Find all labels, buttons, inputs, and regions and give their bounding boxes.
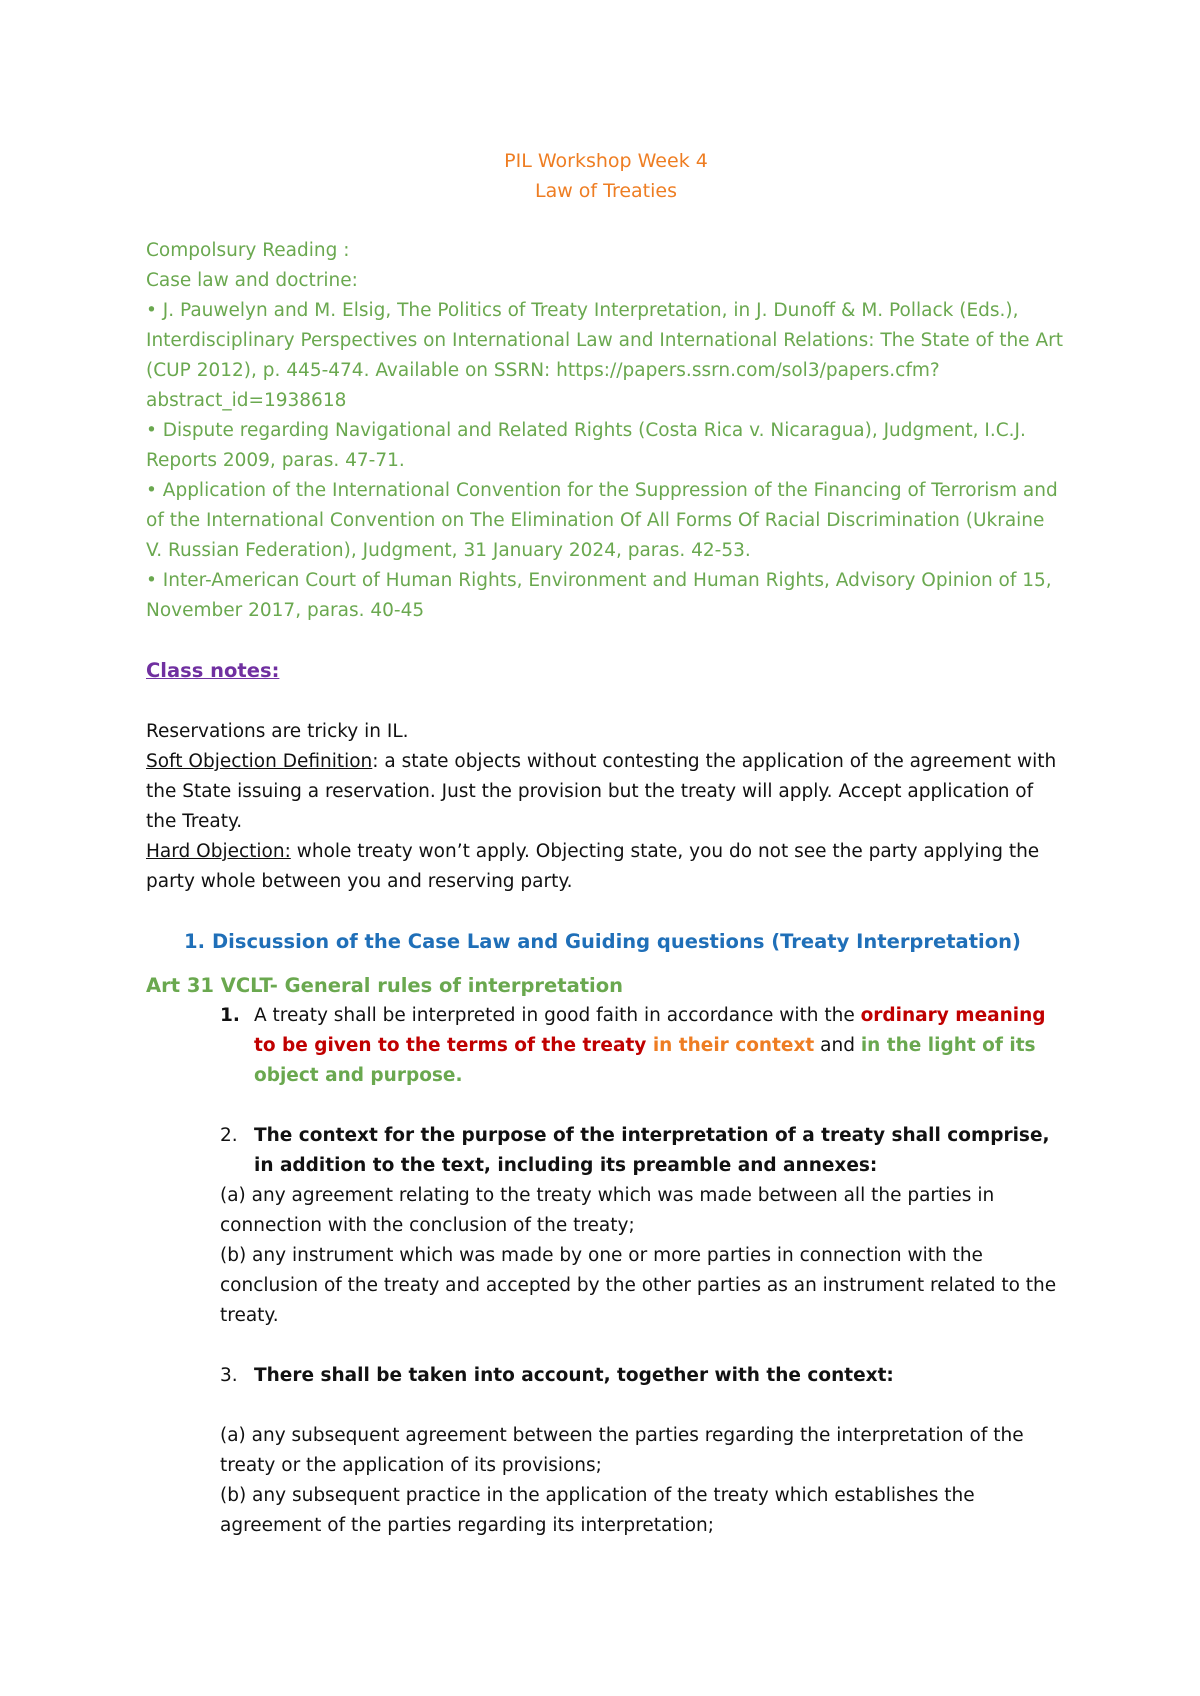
class-notes-heading-wrap [146,656,1066,687]
art31-item-2-a: (a) any agreement relating to the treaty which was made between all the parties in connection with the conclusion of the treaty; [220,1185,995,1236]
spacer [146,1391,1066,1421]
soft-objection-text: : a state objects without contesting the application of the agreement with the State issuing a reservation. Just the provision but the treaty will apply. Accept application of the Treaty. [146,751,1057,832]
reading-item: • Inter-American Court of Human Rights, Environment and Human Rights, Advisory Opinion of 15, November 2017, paras. 40-45 [146,570,1052,621]
soft-objection-paragraph [146,747,1066,837]
art31-item-3-a: (a) any subsequent agreement between the parties regarding the interpretation of the treaty or the application of its provisions; [220,1425,1024,1476]
class-notes-heading: Class notes: [146,659,280,682]
section-1-number: 1. [184,930,205,953]
section-1-title: Discussion of the Case Law and Guiding questions (Treaty Interpretation) [212,930,1021,953]
document-subtitle: Law of Treaties [534,180,678,202]
item-1-text-and: and [814,1035,861,1056]
notes-line: Reservations are tricky in IL. [146,721,409,742]
art31-item-3 [146,1361,1066,1391]
title-block [146,146,1066,206]
hard-objection-label: Hard Objection: [146,841,291,862]
reading-subheading: Case law and doctrine: [146,270,358,291]
art31-item-1 [146,1001,1066,1091]
art31-item-3-b: (b) any subsequent practice in the application of the treaty which establishes the agreement of the parties regarding its interpretation; [220,1485,975,1536]
soft-objection-label: Soft Objection Definition [146,751,373,772]
art31-item-2-text: The context for the purpose of the interpretation of a treaty shall comprise, in addition to the text, including its preamble and annexes: [254,1125,1050,1176]
hard-objection-paragraph [146,837,1066,897]
reading-item: • Application of the International Convention for the Suppression of the Financing of Terrorism and of the International Convention on The Elimination Of All Forms Of Racial Discrimination (Ukraine V. Russian Federation), Judgment, 31 January 2024, paras. 42-53. [146,480,1058,561]
item-1-text-orange: in their context [646,1035,815,1056]
document-title: PIL Workshop Week 4 [504,150,708,172]
item-1-text-green: in the light of its object and purpose. [254,1035,1036,1086]
art31-item-1-number: 1. [220,1005,240,1026]
hard-objection-text: whole treaty won’t apply. Objecting state, you do not see the party applying the party whole between you and reserving party. [146,841,1040,892]
art31-item-3-number: 3. [220,1365,238,1386]
spacer [146,1331,1066,1361]
section-1-heading [146,927,1066,957]
art31-item-2-number: 2. [220,1125,238,1146]
reading-item: • Dispute regarding Navigational and Related Rights (Costa Rica v. Nicaragua), Judgment, I.C.J. Reports 2009, paras. 47-71. [146,420,1026,471]
reading-section [146,236,1066,626]
reading-heading: Compolsury Reading : [146,240,350,261]
art31-item-2 [146,1121,1066,1181]
item-1-text-red: ordinary meaning to be given to the terms of the treaty [254,1005,1046,1056]
art31-heading: Art 31 VCLT- General rules of interpretation [146,974,624,997]
item-1-text-plain: A treaty shall be interpreted in good faith in accordance with the [254,1005,861,1026]
reading-item: • J. Pauwelyn and M. Elsig, The Politics of Treaty Interpretation, in J. Dunoff & M. Pollack (Eds.), Interdisciplinary Perspectives on International Law and International Relations: The State of the Art (CUP 2012), p. 445-474. Available on SSRN: https://papers.ssrn.com/sol3/papers.cfm?abstract_id=1938618 [146,300,1063,411]
spacer [146,1091,1066,1121]
art31-item-1-text [254,1001,1066,1091]
art31-item-2-b: (b) any instrument which was made by one or more parties in connection with the conclusion of the treaty and accepted by the other parties as an instrument related to the treaty. [220,1245,1057,1326]
document-content [146,146,1066,1541]
class-notes [146,717,1066,897]
art31-item-3-text: There shall be taken into account, together with the context: [254,1365,894,1386]
